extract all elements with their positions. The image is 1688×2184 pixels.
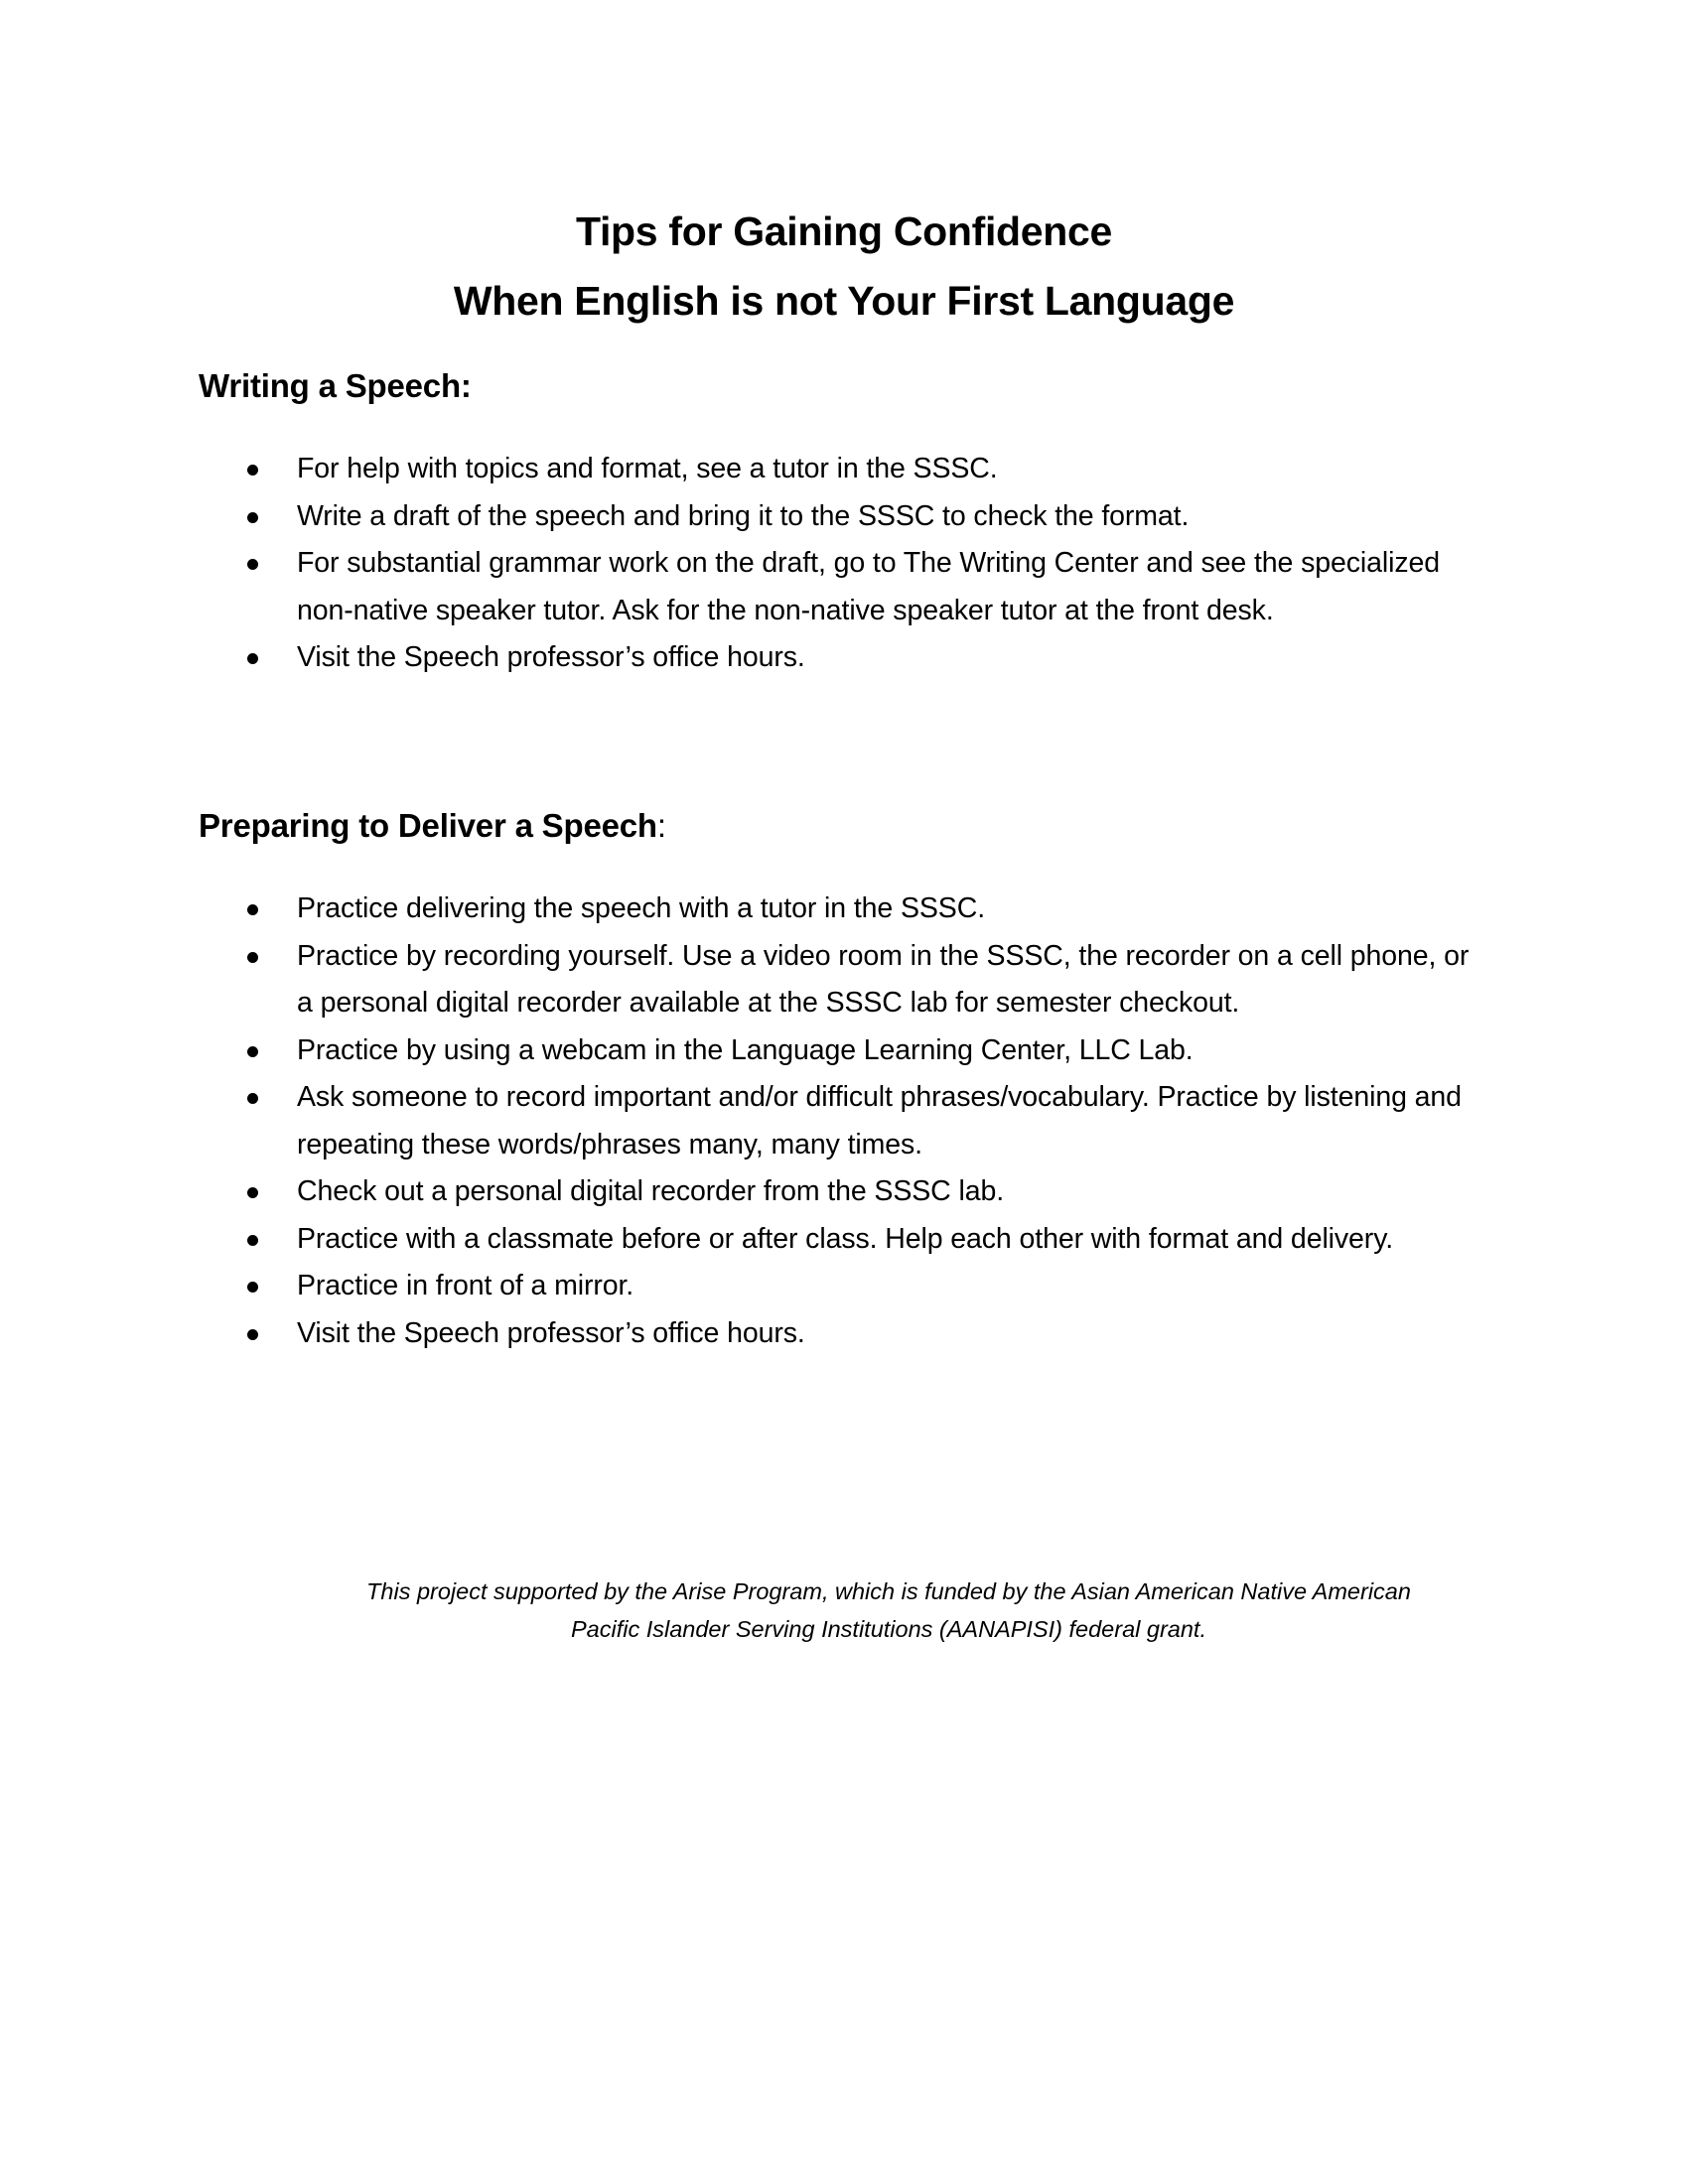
list-item-text: For help with topics and format, see a tutor in the SSSC. [297,453,998,484]
bullet-icon [247,1282,258,1293]
list-item [199,634,1489,682]
document-title [0,197,1688,336]
bullet-icon [247,1329,258,1340]
bullet-icon [247,1235,258,1246]
list-item [199,493,1489,541]
preparing-heading-colon: : [656,807,666,844]
list-item-text: Practice by using a webcam in the Language Learning Center, LLC Lab. [297,1033,1194,1066]
bullet-icon [247,1187,258,1198]
list-item [199,1263,1489,1310]
preparing-heading-text: Preparing to Deliver a Speech [199,807,657,844]
list-item-text: Visit the Speech professor’s office hours. [297,641,805,673]
title-line-2: When English is not Your First Language [453,278,1235,324]
list-item-text: Write a draft of the speech and bring it to the SSSC to check the format. [297,499,1190,532]
bullet-icon [247,904,258,915]
preparing-tips-list [199,886,1489,1357]
list-item-text: Practice delivering the speech with a tutor in the SSSC. [297,892,986,924]
list-item-text: Practice with a classmate before or after class. Help each other with format and delivery. [297,1222,1394,1255]
list-item [199,540,1489,634]
list-item [199,933,1489,1027]
bullet-icon [247,559,258,570]
bullet-icon [247,653,258,664]
list-item-text: Visit the Speech professor’s office hours. [297,1316,805,1349]
footnote-line-2: Pacific Islander Serving Institutions (AANAPISI) federal grant. [570,1616,1206,1642]
writing-tips-list [199,446,1489,682]
bullet-icon [247,465,258,476]
bullet-icon [247,1046,258,1057]
bullet-icon [247,952,258,963]
list-item [199,1216,1489,1264]
preparing-section-heading [199,804,666,848]
bullet-icon [247,512,258,523]
footnote-line-1: This project supported by the Arise Program, which is funded by the Asian American Native American [366,1578,1411,1604]
title-line-1: Tips for Gaining Confidence [575,208,1113,254]
list-item-text: Ask someone to record important and/or difficult phrases/vocabulary. Practice by listening and repeating these words/phrases many, many times. [297,1081,1462,1160]
list-item-text: Practice in front of a mirror. [297,1270,634,1301]
funding-footnote [318,1572,1460,1648]
list-item-text: Practice by recording yourself. Use a video room in the SSSC, the recorder on a cell phone, or a personal digital recorder available at the SSSC lab for semester checkout. [297,939,1470,1019]
writing-heading-text: Writing a Speech [199,367,461,404]
list-item-text: Check out a personal digital recorder from the SSSC lab. [297,1175,1005,1207]
list-item-text: For substantial grammar work on the draft, go to The Writing Center and see the specialized non-native speaker tutor. Ask for the non-native speaker tutor at the front desk. [297,547,1441,626]
list-item [199,1310,1489,1358]
list-item [199,886,1489,933]
list-item [199,1168,1489,1216]
writing-heading-colon: : [460,367,472,404]
list-item [199,1074,1489,1168]
list-item [199,446,1489,493]
writing-section-heading [199,364,472,408]
list-item [199,1027,1489,1075]
bullet-icon [247,1093,258,1104]
